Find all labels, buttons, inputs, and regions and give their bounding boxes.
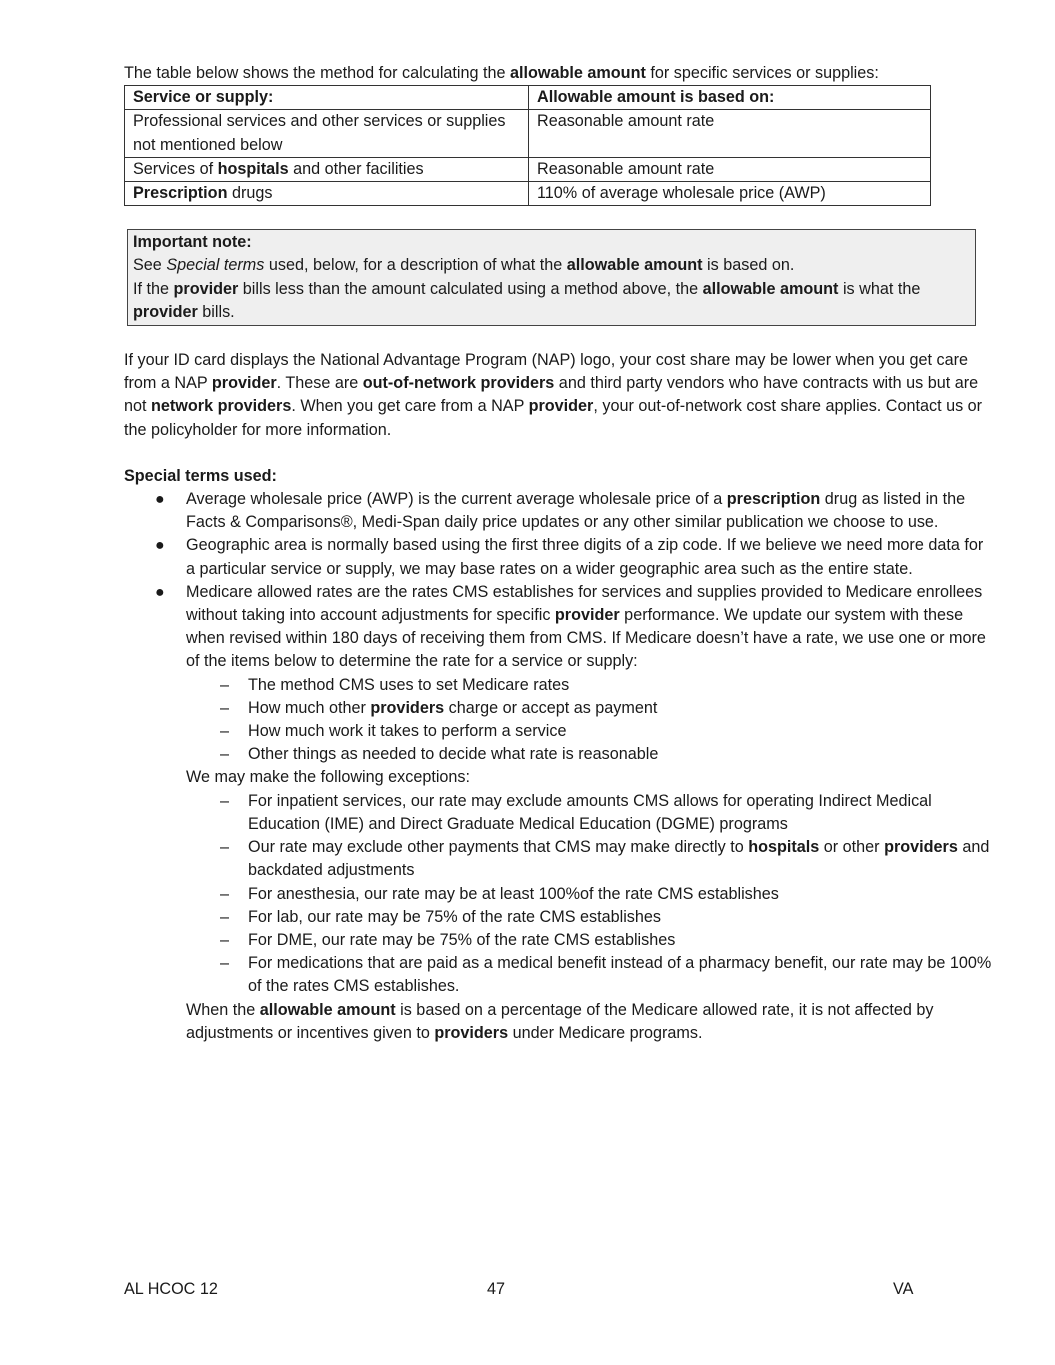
list-item: – For DME, our rate may be 75% of the rate CMS establishes — [186, 929, 996, 952]
table-row — [125, 110, 931, 157]
list-item: – For medications that are paid as a medical benefit instead of a pharmacy benefit, our rate may be 100% of the rates CMS establishes. — [220, 954, 992, 996]
bullet-icon: ● — [155, 583, 165, 601]
list-item: ● Average wholesale price (AWP) is the current average wholesale price of a prescription drug as listed in the Facts & Comparisons®, Medi-Span daily price updates or any other similar publication we choose to use. — [155, 490, 966, 532]
list-item: – For anesthesia, our rate may be at least 100%of the rate CMS establishes — [186, 883, 996, 906]
table-row — [125, 182, 931, 206]
special-terms-list — [124, 488, 996, 674]
list-item: ● Geographic area is normally based using the first three digits of a zip code. If we believe we need more data for a particular service or supply, we may base rates on a wider geographic area such as the entire state. — [155, 536, 984, 578]
table-intro: The table below shows the method for calculating the allowable amount for specific services or supplies: — [124, 64, 879, 82]
important-note-box — [127, 229, 976, 326]
rate-items-list — [186, 674, 996, 767]
table-cell: Reasonable amount rate — [529, 157, 931, 181]
dash-icon: – — [220, 675, 230, 694]
footer-document-code: AL HCOC 12 — [124, 1280, 218, 1298]
table-cell: Services of hospitals and other facilities — [125, 157, 529, 181]
nap-paragraph: If your ID card displays the National Advantage Program (NAP) logo, your cost share may be lower when you get care from a NAP provider. These are out-of-network providers and third party vendors who have contracts with us but are not network providers. When you get care from a NAP provider, your out-of-network cost share applies. Contact us or the policyholder for more information. — [124, 351, 983, 439]
table-cell: 110% of average wholesale price (AWP) — [529, 182, 931, 206]
dash-icon: – — [220, 791, 230, 810]
list-item: ● Medicare allowed rates are the rates CMS establishes for services and supplies provided to Medicare enrollees without taking into account adjustments for specific provider performance. We update our system with these when revised within 180 days of receiving them from CMS. If Medicare doesn’t have a rate, we use one or more of the items below to determine the rate for a service or supply: — [155, 582, 986, 671]
allowable-amount-table — [124, 85, 931, 206]
exceptions-intro: We may make the following exceptions: — [186, 768, 471, 787]
exceptions-list — [186, 790, 996, 999]
footer-state-code: VA — [893, 1280, 914, 1298]
note-line-2: If the provider bills less than the amount calculated using a method above, the allowable amount is what the provider bills. — [133, 279, 921, 321]
table-header-row — [125, 86, 931, 110]
list-item: – The method CMS uses to set Medicare rates — [186, 674, 996, 697]
table-cell: Professional services and other services or supplies not mentioned below — [125, 110, 529, 157]
table-cell: Prescription drugs — [125, 182, 529, 206]
list-item: – How much work it takes to perform a service — [186, 720, 996, 743]
dash-icon: – — [220, 745, 230, 764]
table-cell: Reasonable amount rate — [529, 110, 931, 157]
page-content — [124, 62, 996, 1045]
dash-icon: – — [220, 698, 230, 717]
note-title: Important note: — [133, 233, 252, 252]
dash-icon: – — [220, 838, 230, 857]
table-row — [125, 157, 931, 181]
dash-icon: – — [220, 954, 230, 973]
medicare-subsection — [124, 674, 996, 1045]
table-header-cell: Allowable amount is based on: — [529, 86, 931, 110]
table-header-cell: Service or supply: — [125, 86, 529, 110]
list-item: – How much other providers charge or accept as payment — [186, 697, 996, 720]
closing-paragraph: When the allowable amount is based on a percentage of the Medicare allowed rate, it is not affected by adjustments or incentives given to providers under Medicare programs. — [186, 1000, 934, 1042]
dash-icon: – — [220, 722, 230, 741]
list-item: – For inpatient services, our rate may exclude amounts CMS allows for operating Indirect Medical Education (IME) and Direct Graduate Medical Education (DGME) programs — [220, 791, 932, 833]
list-item: – Other things as needed to decide what rate is reasonable — [186, 743, 996, 766]
note-line-1: See Special terms used, below, for a description of what the allowable amount is based on. — [133, 256, 795, 275]
list-item: – Our rate may exclude other payments that CMS may make directly to hospitals or other providers and backdated adjustments — [220, 838, 990, 880]
footer-page-number: 47 — [487, 1280, 506, 1298]
list-item: – For lab, our rate may be 75% of the rate CMS establishes — [186, 906, 996, 929]
bullet-icon: ● — [155, 491, 165, 509]
bullet-icon: ● — [155, 537, 165, 555]
dash-icon: – — [220, 907, 230, 926]
special-terms-heading: Special terms used: — [124, 466, 277, 485]
dash-icon: – — [220, 884, 230, 903]
dash-icon: – — [220, 930, 230, 949]
